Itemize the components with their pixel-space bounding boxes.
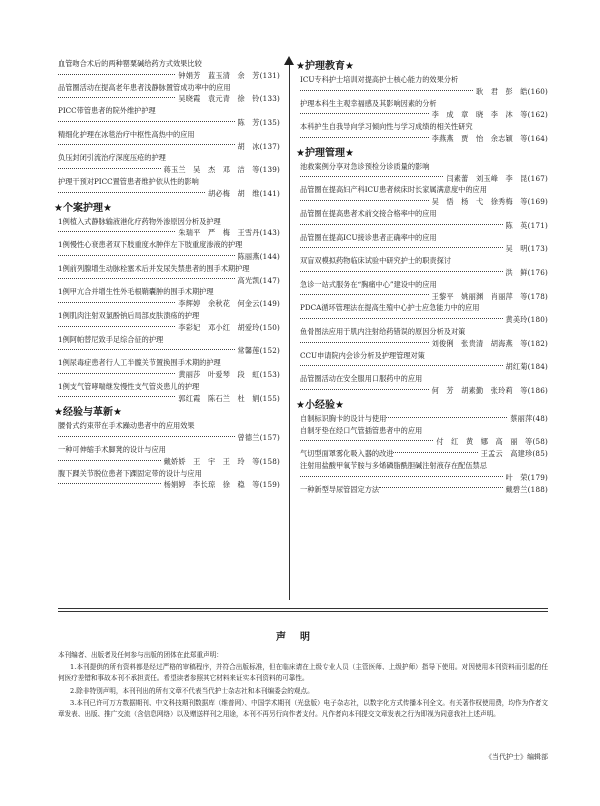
leader-dots [58,349,235,350]
entry-authors: 黄美玲(180) [505,315,548,325]
entry-author-line [58,298,280,310]
toc-entry[interactable] [300,413,548,425]
entry-authors: 王黎平 姚丽渊 肖丽萍 等(178) [431,291,548,301]
entry-title: 护理干预对PICC置管患者维护依从性的影响 [58,176,199,186]
entry-title: 腹下踝关节脱位患者下踝固定带的设计与应用 [58,468,202,478]
leader-dots [300,342,429,343]
entry-author-line [300,314,548,326]
entry-authors: 蔡丽萍(48) [510,413,548,423]
toc-entry[interactable] [300,74,548,98]
entry-author-line [300,133,548,145]
entry-author-line [58,393,280,405]
toc-entry[interactable] [300,484,548,496]
entry-author-line [300,267,548,279]
toc-entry[interactable] [300,255,548,279]
entry-author-line [300,86,548,98]
leader-dots [58,373,175,374]
entry-title: 品管圈活动在安全服用口服药中的应用 [300,374,423,384]
toc-left-column [54,58,280,491]
leader-dots [58,278,235,279]
entry-title: 1例阿帕替尼致手足综合征的护理 [58,334,164,344]
leader-dots [379,487,502,488]
entry-authors: 蒋玉兰 吴 杰 邓 洁 等(139) [163,165,280,175]
toc-entry[interactable] [300,161,548,185]
leader-dots [300,365,503,366]
entry-authors: 洪 鲜(176) [505,267,548,277]
entry-title: PICC带管患者的院外维护护理 [58,106,156,116]
toc-entry[interactable] [58,286,280,310]
entry-title: CCU申请院内会诊分析及护理管理对策 [300,350,425,360]
entry-author-line [300,173,548,185]
entry-authors: 胡 冰(137) [237,141,280,151]
entry-author-line [58,93,280,105]
toc-entry[interactable] [58,381,280,405]
entry-author-line [58,227,280,239]
entry-authors: 王孟云 高建珍(85) [480,449,548,459]
toc-entry[interactable] [300,460,548,484]
entry-authors: 胡红菊(184) [505,362,548,372]
entry-title: 注射用盐酸甲氧苄胺与多烯磷脂酰胆碱注射液存在配伍禁忌 [300,460,487,470]
toc-entry[interactable] [58,444,280,468]
entry-authors: 付 红 黄 娜 高 丽 等(58) [436,437,548,447]
entry-title: 品管圈在提高患者术前交接合格率中的应用 [300,208,437,218]
entry-title: 自制标识胸卡的设计与使用 [300,413,387,423]
leader-dots [300,224,503,225]
entry-author-line [300,436,548,448]
declaration-title: 声明 [276,632,324,643]
leader-dots [58,255,235,256]
leader-dots [58,460,161,461]
entry-authors: 戴碧兰(188) [505,484,548,494]
toc-entry[interactable] [300,425,548,449]
declaration-intro: 本刊编者、出版者及任何参与出版的团体在此郑重声明： [58,651,223,659]
entry-title: 品管圈在提高ICU接诊患者正确率中的应用 [300,232,437,242]
entry-author-line [58,164,280,176]
entry-title: 品管圈在提高妇产科ICU患者候床时长家属满意度中的应用 [300,185,487,195]
leader-dots [58,121,235,122]
section-heading: ★经验与革新★ [54,407,122,419]
toc-entry[interactable] [58,468,280,492]
entry-title: PDCA循环管理法在提高生殖中心护士应急能力中的应用 [300,303,480,313]
leader-dots [58,144,235,145]
leader-dots [58,168,161,169]
entry-title: 池救案例分享对急诊预检分诊质量的影响 [300,161,430,171]
leader-dots [300,389,429,390]
entry-author-line [300,220,548,232]
declaration-paragraph: 1.本刊提供的所有资料都是经过严格的审稿程序，并符合出版标准，但在临床请在上级专业人员（主管医师、上级护师）指导下使用。对因使用本刊资料而引起的任何医疗差错和事故本刊不承担责任。希望读者参照其它材料来证实本刊资料的可靠性。 [58,663,548,682]
entry-title: 护理本科生主观幸福感及其影响因素的分析 [300,98,437,108]
entry-authors: 李 成 章 晓 李 沐 等(162) [431,110,548,120]
entry-authors: 李燕燕 贾 怡 余志颖 等(164) [431,133,548,143]
leader-dots [300,271,503,272]
entry-title: 鱼骨图法应用于肌内注射给药错误的原因分析及对策 [300,326,466,336]
entry-authors: 高光凯(147) [237,275,280,285]
entry-authors: 朱瑞平 严 梅 王雪丹(143) [178,228,280,238]
entry-title: 1例植入式静脉输液港化疗药物外渗原因分析及护理 [58,216,221,226]
toc-entry[interactable] [58,420,280,444]
column-divider [289,64,290,600]
up-arrow-icon [284,56,294,65]
entry-author-line [58,479,280,491]
entry-authors: 刘俊俐 张贵清 胡海燕 等(182) [431,338,548,348]
entry-title: 血管吻合术后的两种罂粟碱给药方式效果比较 [58,59,202,68]
leader-dots [300,476,503,477]
toc-entry[interactable] [58,152,280,176]
toc-entry[interactable] [300,326,548,350]
toc-entry[interactable] [300,232,548,256]
entry-title: 1例支气管哮喘继发慢性支气管炎患儿的护理 [58,381,200,391]
toc-entry[interactable] [58,82,280,106]
entry-author-line [58,141,280,153]
entry-author-line [300,109,548,121]
entry-title: ICU专科护士培训对提高护士核心能力的效果分析 [300,75,459,84]
section-heading: ★护理管理★ [296,147,354,159]
entry-title: 1例前列腺增生动脉栓塞术后并发尿失禁患者的围手术期护理 [58,263,250,273]
entry-title: 本科护生自我导向学习倾向性与学习成绩的相关性研究 [300,122,473,132]
entry-authors: 叶 荣(179) [505,472,548,482]
section-heading: ★小经验★ [296,399,344,411]
entry-title: 腰骨式约束带在手术躁动患者中的应用效果 [58,421,195,431]
entry-author-line [58,70,280,82]
entry-title: 双盲双模拟药物临床试验中研究护士的职责探讨 [300,256,451,266]
entry-author-line [300,196,548,208]
entry-authors: 李辉婷 余秋花 何金云(149) [178,299,280,309]
entry-author-line [58,322,280,334]
entry-authors: 曾德兰(157) [237,433,280,443]
leader-dots [300,200,429,201]
entry-authors: 常馨莲(152) [237,346,280,356]
entry-author-line [58,456,280,468]
entry-author-line [58,275,280,287]
leader-dots [300,137,429,138]
separator-rule [58,611,548,612]
toc-entry[interactable] [58,129,280,153]
leader-dots [58,483,161,484]
leader-dots [58,97,175,98]
entry-authors: 闫素蕾 刘玉峰 李 昆(167) [446,173,548,183]
entry-author-line [58,369,280,381]
entry-authors: 吴 悟 杨 弋 徐秀梅 等(169) [431,197,548,207]
toc-entry[interactable] [58,105,280,129]
leader-dots [58,396,175,397]
entry-author-line [300,361,548,373]
entry-authors: 陈 英(171) [505,220,548,230]
entry-authors: 陈 芳(135) [237,117,280,127]
entry-author-line [58,117,280,129]
entry-authors: 耿 君 彭 皓(160) [475,86,548,96]
declaration-paragraph: 2.除非特别声明，本刊刊出的所有文章不代表当代护士杂志社和本刊编委会的观点。 [70,687,314,695]
entry-author-line [300,243,548,255]
toc-entry[interactable] [58,216,280,240]
leader-dots [300,294,429,295]
leader-dots [300,176,443,177]
entry-authors: 何 芳 胡素勤 张玲莉 等(186) [431,385,548,395]
declaration-signature: 《当代护士》编辑部 [485,753,548,761]
leader-dots [300,318,503,319]
toc-entry[interactable] [300,121,548,145]
entry-author-line [300,472,548,484]
leader-dots [386,417,507,418]
leader-dots [58,436,235,437]
entry-authors: 吴晓霞 袁元青 徐 铃(133) [178,94,280,104]
toc-entry[interactable] [58,334,280,358]
leader-dots [58,326,175,327]
entry-author-line [58,188,280,200]
leader-dots [393,452,477,453]
toc-entry[interactable] [300,373,548,397]
leader-dots [58,231,175,232]
entry-authors: 吴 明(173) [505,244,548,254]
section-heading: ★个案护理★ [54,202,112,214]
entry-title: 自制牙垫在经口气管插管患者中的应用 [300,425,423,435]
toc-entry[interactable] [300,208,548,232]
toc-entry[interactable] [58,310,280,334]
entry-authors: 杨娟婷 李长琼 徐 稳 等(159) [163,480,280,490]
leader-dots [58,302,175,303]
toc-entry[interactable] [300,350,548,374]
leader-dots [58,192,205,193]
leader-dots [58,74,175,75]
entry-authors: 黄丽莎 叶爱琴 段 虹(153) [178,369,280,379]
entry-title: 急诊一站式服务在“胸痛中心”建设中的应用 [300,279,437,289]
toc-entry[interactable] [58,239,280,263]
section-heading: ★护理教育★ [296,61,354,72]
toc-entry[interactable] [300,184,548,208]
toc-entry[interactable] [300,302,548,326]
entry-author-line [58,251,280,263]
entry-title: 负压封闭引流治疗深度压疮的护理 [58,153,166,163]
entry-title: 一种新型导尿管固定方法 [300,484,380,494]
entry-title: 气切型面罩雾化吸入器的改进 [300,449,394,459]
entry-authors: 郭红霞 陈石兰 杜 娟(155) [178,393,280,403]
entry-author-line [300,338,548,350]
toc-entry[interactable] [58,176,280,200]
entry-title: 一种可伸缩手术脚凳的设计与应用 [58,444,166,454]
entry-title: 品管圈活动在提高老年患者浅静脉置管成功率中的应用 [58,82,231,92]
entry-authors: 戴娇娇 王 宇 王 玲 等(158) [163,456,280,466]
toc-entry[interactable] [58,58,280,82]
toc-entry[interactable] [58,357,280,381]
toc-entry[interactable] [58,263,280,287]
leader-dots [300,90,473,91]
toc-entry[interactable] [300,279,548,303]
entry-title: 1例尿毒症患者行人工半髋关节置换围手术期的护理 [58,358,221,368]
entry-author-line [58,432,280,444]
leader-dots [300,440,433,441]
separator-rule [58,608,548,609]
entry-title: 1例肌肉注射双氯酚钠后局部皮肤溃疡的护理 [58,310,200,320]
toc-entry[interactable] [300,98,548,122]
entry-author-line [58,345,280,357]
entry-title: 1例甲亢合并增生性外毛根鞘囊肿的围手术期护理 [58,287,214,297]
leader-dots [300,113,429,114]
entry-authors: 钟娟芳 蓝玉清 余 芳(131) [178,70,280,80]
entry-title: 精细化护理在冰毯治疗中枢性高热中的应用 [58,129,195,139]
leader-dots [300,247,503,248]
entry-authors: 胡必梅 胡 维(141) [207,188,280,198]
entry-author-line [300,291,548,303]
entry-authors: 李彩妃 邓小红 胡爱玲(150) [178,322,280,332]
entry-title: 1例慢性心衰患者双下肢重度水肿伴左下肢重度渗液的护理 [58,240,243,250]
toc-entry[interactable] [300,448,548,460]
entry-authors: 陈丽燕(144) [237,251,280,261]
entry-author-line [300,385,548,397]
declaration-paragraph: 3.本刊已许可万方数据期刊、中文科技期刊数据库（维普网）、中国学术期刊（光盘版）电子杂志社，以数字化方式传播本刊全文。有关著作权使用费，均作为作者文章发表、出版、推广交流（含信息网络）以及赠送样刊之用途，本刊不再另行向作者支付。凡作者向本刊提交文章发表之行为即视为同意我社上述声明。 [58,699,548,718]
toc-right-column [296,58,548,495]
